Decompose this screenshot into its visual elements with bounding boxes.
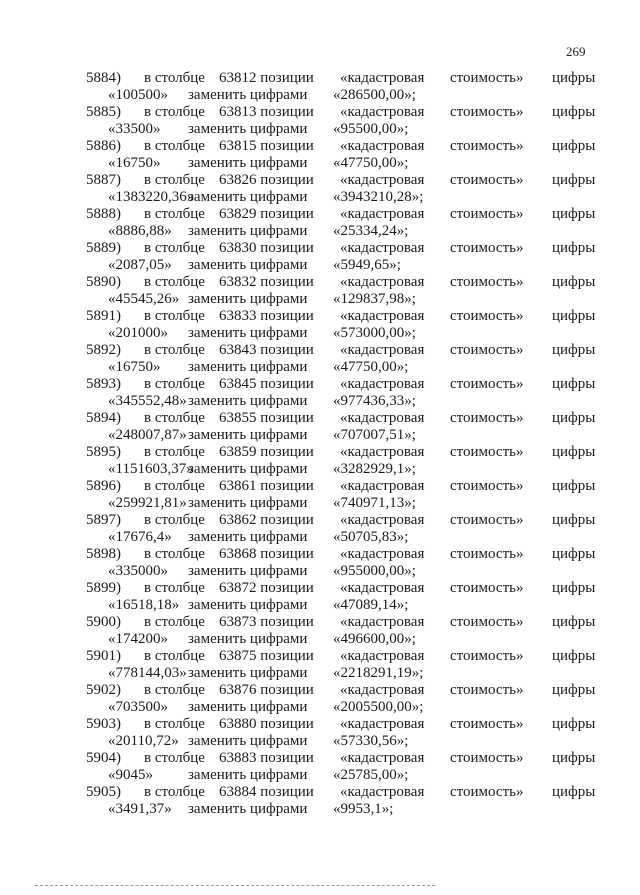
cadastral-word: «кадастровая [340,648,425,664]
value-word: стоимость» [450,240,524,256]
entry-line-1 [0,648,640,665]
new-value: «25785,00»; [333,767,409,783]
digits-word: цифры [552,750,596,766]
new-value: «25334,24»; [333,223,409,239]
cadastral-word: «кадастровая [340,750,425,766]
replace-phrase: заменить цифрами [188,495,308,511]
amendment-entry [0,716,640,750]
entry-line-2 [0,359,640,376]
cadastral-word: «кадастровая [340,342,425,358]
entry-line-2 [0,767,640,784]
cadastral-word: «кадастровая [340,716,425,732]
column-phrase: в столбце [144,274,205,290]
cadastral-word: «кадастровая [340,682,425,698]
amendment-entry [0,206,640,240]
entry-number: 5886) [86,138,121,154]
value-word: стоимость» [450,648,524,664]
old-value: «3491,37» [108,801,172,817]
replace-phrase: заменить цифрами [188,359,308,375]
replace-phrase: заменить цифрами [188,665,308,681]
replace-phrase: заменить цифрами [188,325,308,341]
position-phrase: 63872 позиции [219,580,314,596]
amendment-entry [0,172,640,206]
new-value: «496600,00»; [333,631,416,647]
position-phrase: 63880 позиции [219,716,314,732]
cadastral-word: «кадастровая [340,784,425,800]
new-value: «9953,1»; [333,801,394,817]
entry-number: 5905) [86,784,121,800]
position-phrase: 63883 позиции [219,750,314,766]
column-phrase: в столбце [144,716,205,732]
old-value: «16518,18» [108,597,180,613]
column-phrase: в столбце [144,784,205,800]
old-value: «8886,88» [108,223,172,239]
replace-phrase: заменить цифрами [188,597,308,613]
position-phrase: 63855 позиции [219,410,314,426]
entry-line-1 [0,70,640,87]
digits-word: цифры [552,580,596,596]
column-phrase: в столбце [144,750,205,766]
entry-line-1 [0,784,640,801]
digits-word: цифры [552,614,596,630]
old-value: «9045» [108,767,153,783]
amendment-entry [0,546,640,580]
entry-number: 5891) [86,308,121,324]
old-value: «16750» [108,359,161,375]
entry-line-2 [0,121,640,138]
position-phrase: 63829 позиции [219,206,314,222]
value-word: стоимость» [450,410,524,426]
amendment-entry [0,410,640,444]
value-word: стоимость» [450,138,524,154]
entry-line-1 [0,274,640,291]
value-word: стоимость» [450,682,524,698]
digits-word: цифры [552,410,596,426]
value-word: стоимость» [450,580,524,596]
value-word: стоимость» [450,376,524,392]
digits-word: цифры [552,716,596,732]
entry-number: 5893) [86,376,121,392]
position-phrase: 63862 позиции [219,512,314,528]
column-phrase: в столбце [144,342,205,358]
entry-line-1 [0,138,640,155]
new-value: «47089,14»; [333,597,409,613]
new-value: «573000,00»; [333,325,416,341]
column-phrase: в столбце [144,308,205,324]
old-value: «1383220,36» [108,189,195,205]
position-phrase: 63845 позиции [219,376,314,392]
digits-word: цифры [552,342,596,358]
old-value: «778144,03» [108,665,187,681]
cadastral-word: «кадастровая [340,614,425,630]
entry-line-2 [0,427,640,444]
column-phrase: в столбце [144,138,205,154]
amendment-entry [0,478,640,512]
entry-number: 5902) [86,682,121,698]
position-phrase: 63830 позиции [219,240,314,256]
old-value: «2087,05» [108,257,172,273]
digits-word: цифры [552,784,596,800]
new-value: «740971,13»; [333,495,416,511]
digits-word: цифры [552,172,596,188]
value-word: стоимость» [450,512,524,528]
entry-line-2 [0,325,640,342]
footer-divider [35,885,435,886]
new-value: «2005500,00»; [333,699,424,715]
position-phrase: 63861 позиции [219,478,314,494]
amendment-entry [0,70,640,104]
value-word: стоимость» [450,614,524,630]
position-phrase: 63884 позиции [219,784,314,800]
replace-phrase: заменить цифрами [188,461,308,477]
value-word: стоимость» [450,784,524,800]
entry-line-2 [0,699,640,716]
entry-line-2 [0,529,640,546]
entry-number: 5894) [86,410,121,426]
column-phrase: в столбце [144,682,205,698]
digits-word: цифры [552,274,596,290]
entry-line-2 [0,495,640,512]
entry-line-1 [0,444,640,461]
value-word: стоимость» [450,172,524,188]
old-value: «174200» [108,631,168,647]
amendment-entry [0,512,640,546]
position-phrase: 63812 позиции [219,70,314,86]
position-phrase: 63843 позиции [219,342,314,358]
column-phrase: в столбце [144,206,205,222]
entry-line-1 [0,478,640,495]
new-value: «3282929,1»; [333,461,416,477]
cadastral-word: «кадастровая [340,444,425,460]
old-value: «345552,48» [108,393,187,409]
column-phrase: в столбце [144,172,205,188]
entry-line-1 [0,580,640,597]
column-phrase: в столбце [144,70,205,86]
column-phrase: в столбце [144,478,205,494]
cadastral-word: «кадастровая [340,206,425,222]
cadastral-word: «кадастровая [340,376,425,392]
value-word: стоимость» [450,342,524,358]
amendment-entry [0,784,640,818]
new-value: «707007,51»; [333,427,416,443]
cadastral-word: «кадастровая [340,104,425,120]
digits-word: цифры [552,546,596,562]
page-number: 269 [566,44,586,59]
entry-line-1 [0,410,640,427]
value-word: стоимость» [450,750,524,766]
entry-line-1 [0,750,640,767]
replace-phrase: заменить цифрами [188,223,308,239]
old-value: «248007,87» [108,427,187,443]
new-value: «2218291,19»; [333,665,424,681]
amendment-entry [0,444,640,478]
cadastral-word: «кадастровая [340,546,425,562]
entry-number: 5901) [86,648,121,664]
new-value: «129837,98»; [333,291,416,307]
digits-word: цифры [552,308,596,324]
entry-line-2 [0,155,640,172]
amendment-entry [0,240,640,274]
new-value: «286500,00»; [333,87,416,103]
entry-number: 5904) [86,750,121,766]
column-phrase: в столбце [144,240,205,256]
column-phrase: в столбце [144,580,205,596]
amendment-entry [0,138,640,172]
entry-line-1 [0,240,640,257]
amendment-entry [0,580,640,614]
digits-word: цифры [552,240,596,256]
cadastral-word: «кадастровая [340,512,425,528]
position-phrase: 63813 позиции [219,104,314,120]
digits-word: цифры [552,206,596,222]
replace-phrase: заменить цифрами [188,631,308,647]
value-word: стоимость» [450,206,524,222]
new-value: «57330,56»; [333,733,409,749]
cadastral-word: «кадастровая [340,478,425,494]
digits-word: цифры [552,512,596,528]
entry-number: 5890) [86,274,121,290]
column-phrase: в столбце [144,648,205,664]
position-phrase: 63815 позиции [219,138,314,154]
entry-number: 5887) [86,172,121,188]
replace-phrase: заменить цифрами [188,257,308,273]
old-value: «16750» [108,155,161,171]
entry-line-1 [0,614,640,631]
entry-line-1 [0,308,640,325]
cadastral-word: «кадастровая [340,308,425,324]
replace-phrase: заменить цифрами [188,87,308,103]
entry-number: 5895) [86,444,121,460]
position-phrase: 63875 позиции [219,648,314,664]
position-phrase: 63873 позиции [219,614,314,630]
entry-number: 5899) [86,580,121,596]
amendment-entry [0,750,640,784]
entry-line-2 [0,461,640,478]
replace-phrase: заменить цифрами [188,767,308,783]
old-value: «201000» [108,325,168,341]
cadastral-word: «кадастровая [340,410,425,426]
replace-phrase: заменить цифрами [188,121,308,137]
amendment-entry [0,614,640,648]
position-phrase: 63859 позиции [219,444,314,460]
amendment-entry [0,104,640,138]
entry-number: 5889) [86,240,121,256]
old-value: «703500» [108,699,168,715]
amendment-entry [0,682,640,716]
amendment-entry [0,648,640,682]
digits-word: цифры [552,138,596,154]
column-phrase: в столбце [144,512,205,528]
position-phrase: 63876 позиции [219,682,314,698]
digits-word: цифры [552,478,596,494]
replace-phrase: заменить цифрами [188,155,308,171]
column-phrase: в столбце [144,614,205,630]
digits-word: цифры [552,70,596,86]
entry-line-2 [0,257,640,274]
replace-phrase: заменить цифрами [188,393,308,409]
new-value: «95500,00»; [333,121,409,137]
entry-line-1 [0,104,640,121]
new-value: «977436,33»; [333,393,416,409]
replace-phrase: заменить цифрами [188,699,308,715]
entry-line-2 [0,393,640,410]
entry-line-1 [0,716,640,733]
entry-number: 5885) [86,104,121,120]
amendment-entry [0,274,640,308]
replace-phrase: заменить цифрами [188,291,308,307]
entry-number: 5897) [86,512,121,528]
entry-line-2 [0,291,640,308]
entry-line-2 [0,223,640,240]
position-phrase: 63826 позиции [219,172,314,188]
entry-line-2 [0,733,640,750]
old-value: «20110,72» [108,733,179,749]
old-value: «100500» [108,87,168,103]
column-phrase: в столбце [144,104,205,120]
entry-number: 5884) [86,70,121,86]
replace-phrase: заменить цифрами [188,189,308,205]
amendment-entry [0,308,640,342]
entry-line-1 [0,172,640,189]
value-word: стоимость» [450,478,524,494]
entry-number: 5898) [86,546,121,562]
entry-line-1 [0,376,640,393]
value-word: стоимость» [450,444,524,460]
value-word: стоимость» [450,274,524,290]
entry-line-2 [0,631,640,648]
entry-line-2 [0,87,640,104]
digits-word: цифры [552,444,596,460]
new-value: «47750,00»; [333,359,409,375]
amendment-list [0,70,640,818]
replace-phrase: заменить цифрами [188,529,308,545]
replace-phrase: заменить цифрами [188,733,308,749]
position-phrase: 63833 позиции [219,308,314,324]
entry-line-1 [0,682,640,699]
new-value: «955000,00»; [333,563,416,579]
value-word: стоимость» [450,716,524,732]
entry-line-2 [0,665,640,682]
value-word: стоимость» [450,70,524,86]
replace-phrase: заменить цифрами [188,563,308,579]
cadastral-word: «кадастровая [340,172,425,188]
column-phrase: в столбце [144,444,205,460]
new-value: «5949,65»; [333,257,401,273]
column-phrase: в столбце [144,546,205,562]
entry-number: 5900) [86,614,121,630]
column-phrase: в столбце [144,376,205,392]
new-value: «3943210,28»; [333,189,424,205]
column-phrase: в столбце [144,410,205,426]
old-value: «1151603,37» [108,461,194,477]
new-value: «47750,00»; [333,155,409,171]
cadastral-word: «кадастровая [340,240,425,256]
entry-line-2 [0,189,640,206]
digits-word: цифры [552,648,596,664]
cadastral-word: «кадастровая [340,138,425,154]
entry-number: 5903) [86,716,121,732]
cadastral-word: «кадастровая [340,274,425,290]
digits-word: цифры [552,682,596,698]
entry-line-1 [0,342,640,359]
entry-line-2 [0,597,640,614]
entry-line-1 [0,206,640,223]
old-value: «33500» [108,121,161,137]
old-value: «259921,81» [108,495,187,511]
cadastral-word: «кадастровая [340,70,425,86]
amendment-entry [0,376,640,410]
new-value: «50705,83»; [333,529,409,545]
digits-word: цифры [552,104,596,120]
old-value: «335000» [108,563,168,579]
old-value: «17676,4» [108,529,172,545]
entry-line-1 [0,512,640,529]
entry-number: 5896) [86,478,121,494]
entry-number: 5892) [86,342,121,358]
entry-line-2 [0,563,640,580]
entry-line-1 [0,546,640,563]
amendment-entry [0,342,640,376]
value-word: стоимость» [450,308,524,324]
replace-phrase: заменить цифрами [188,801,308,817]
digits-word: цифры [552,376,596,392]
entry-line-2 [0,801,640,818]
entry-number: 5888) [86,206,121,222]
value-word: стоимость» [450,546,524,562]
replace-phrase: заменить цифрами [188,427,308,443]
position-phrase: 63832 позиции [219,274,314,290]
cadastral-word: «кадастровая [340,580,425,596]
position-phrase: 63868 позиции [219,546,314,562]
old-value: «45545,26» [108,291,180,307]
value-word: стоимость» [450,104,524,120]
